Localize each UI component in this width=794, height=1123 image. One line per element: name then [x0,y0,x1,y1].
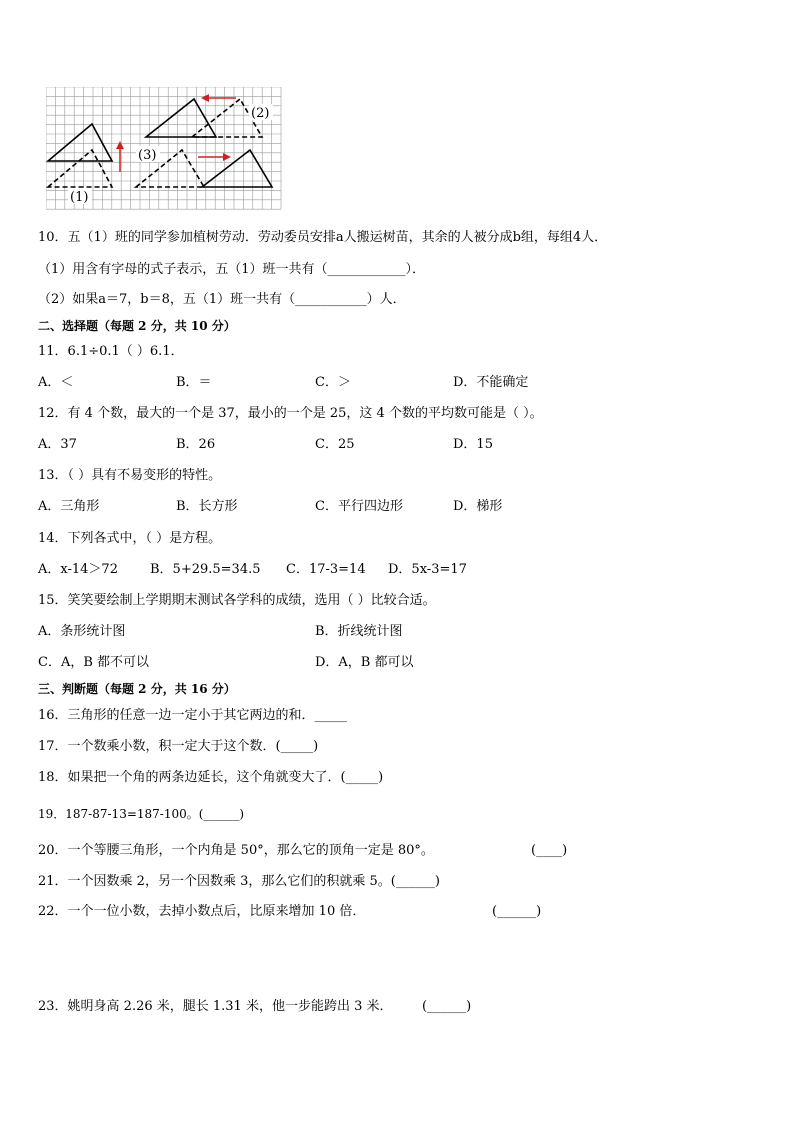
label-2: (2) [251,106,270,121]
q11-option-c[interactable]: C．＞ [315,375,351,390]
q19-stem: 19．187-87-13=187-100。(______) [38,807,245,821]
q16-stem: 16．三角形的任意一边一定小于其它两边的和．_____ [38,708,348,723]
arrow-right-head [223,153,231,161]
q13-option-b[interactable]: B．长方形 [176,499,238,514]
q22-answer-blank[interactable]: (______) [492,904,542,919]
q11-stem: 11．6.1÷0.1（ ）6.1． [38,344,184,359]
section-2-title: 二、选择题（每题 2 分，共 10 分） [38,319,236,333]
q10-part2: （2）如果a＝7，b＝8，五（1）班一共有（___________）人． [38,292,406,307]
translation-grid-figure [46,87,282,211]
label-1: (1) [70,190,89,205]
q21-stem: 21．一个因数乘 2，另一个因数乘 3，那么它们的积就乘 5。(______) [38,874,440,889]
q12-option-d[interactable]: D．15 [453,437,493,452]
q12-stem: 12．有 4 个数，最大的一个是 37，最小的一个是 25，这 4 个数的平均数可能是（ ）。 [38,406,543,421]
q23-stem: 23．姚明身高 2.26 米，腿长 1.31 米，他一步能跨出 3 米． [38,999,393,1014]
q15-option-d[interactable]: D．A，B 都可以 [315,655,414,670]
q14-option-b[interactable]: B．5+29.5=34.5 [150,562,261,577]
q15-option-b[interactable]: B．折线统计图 [315,624,403,639]
q15-option-c[interactable]: C．A，B 都不可以 [38,655,150,670]
q13-option-d[interactable]: D．梯形 [453,499,503,514]
q22-stem: 22．一个一位小数，去掉小数点后，比原来增加 10 倍． [38,904,366,919]
triangle-bottom-solid [202,150,272,187]
arrow-left-head [201,94,209,102]
section-3-title: 三、判断题（每题 2 分，共 16 分） [38,682,236,696]
q10-stem: 10．五（1）班的同学参加植树劳动．劳动委员安排a人搬运树苗，其余的人被分成b组，每组4人． [38,230,608,245]
q17-stem: 17．一个数乘小数，积一定大于这个数．(_____) [38,739,319,754]
q14-stem: 14．下列各式中，（ ）是方程。 [38,531,222,546]
q12-option-b[interactable]: B．26 [176,437,216,452]
q13-option-c[interactable]: C．平行四边形 [315,499,403,514]
q12-option-a[interactable]: A．37 [38,437,77,452]
q12-option-c[interactable]: C．25 [315,437,355,452]
q11-option-a[interactable]: A．＜ [38,375,74,390]
arrow-up-head [116,141,124,149]
q20-answer-blank[interactable]: (____) [531,843,568,858]
q10-part1: （1）用含有字母的式子表示，五（1）班一共有（____________）． [38,262,426,277]
q14-option-d[interactable]: D．5x-3=17 [388,562,467,577]
q15-stem: 15．笑笑要绘制上学期期末测试各学科的成绩，选用（ ）比较合适。 [38,593,436,608]
q23-answer-blank[interactable]: (______) [422,999,472,1014]
q13-option-a[interactable]: A．三角形 [38,499,100,514]
q20-stem: 20．一个等腰三角形，一个内角是 50°，那么它的顶角一定是 80°。 [38,843,434,858]
q18-stem: 18．如果把一个角的两条边延长，这个角就变大了．(_____) [38,770,384,785]
q15-option-a[interactable]: A．条形统计图 [38,624,126,639]
q14-option-a[interactable]: A．x-14＞72 [38,562,118,577]
label-3: (3) [138,148,157,163]
triangle-shapes [48,99,272,187]
q13-stem: 13．（ ）具有不易变形的特性。 [38,468,222,483]
q11-option-b[interactable]: B．＝ [176,375,212,390]
q14-option-c[interactable]: C．17-3=14 [286,562,366,577]
q11-option-d[interactable]: D．不能确定 [453,375,529,390]
